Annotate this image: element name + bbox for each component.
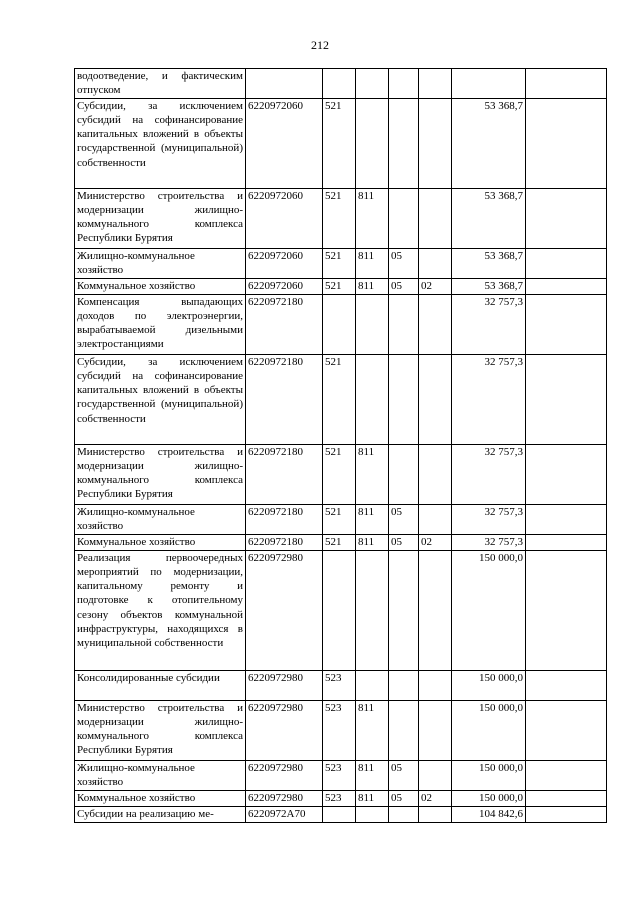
row-name: Консолидированные субсидии (75, 670, 246, 700)
row-administrator: 811 (356, 534, 389, 550)
row-administrator: 811 (356, 504, 389, 534)
row-subsection (419, 294, 452, 354)
row-section (389, 670, 419, 700)
row-empty-cell (526, 790, 607, 806)
row-empty-cell (526, 670, 607, 700)
row-sum: 32 757,3 (452, 534, 526, 550)
row-administrator (356, 98, 389, 188)
row-sum: 32 757,3 (452, 294, 526, 354)
table-row (75, 806, 607, 822)
row-name: Жилищно-коммунальное хозяйство (75, 504, 246, 534)
row-sum: 104 842,6 (452, 806, 526, 822)
row-expense-type (323, 294, 356, 354)
row-subsection (419, 760, 452, 790)
row-expense-type: 523 (323, 700, 356, 760)
row-section: 05 (389, 504, 419, 534)
row-target-article: 6220972180 (246, 354, 323, 444)
row-name: Коммунальное хозяйство (75, 534, 246, 550)
row-administrator (356, 69, 389, 99)
row-name: Министерство строительства и модернизации жилищно-коммунального комплекса Республики Бурятия (75, 700, 246, 760)
row-administrator: 811 (356, 760, 389, 790)
row-empty-cell (526, 550, 607, 670)
row-section (389, 69, 419, 99)
row-empty-cell (526, 760, 607, 790)
row-sum: 53 368,7 (452, 248, 526, 278)
row-administrator (356, 670, 389, 700)
row-empty-cell (526, 248, 607, 278)
row-expense-type: 523 (323, 670, 356, 700)
row-empty-cell (526, 534, 607, 550)
row-administrator: 811 (356, 700, 389, 760)
row-subsection (419, 444, 452, 504)
row-name: Министерство строительства и модернизации жилищно-коммунального комплекса Республики Бурятия (75, 444, 246, 504)
row-sum (452, 69, 526, 99)
row-sum: 150 000,0 (452, 670, 526, 700)
row-section (389, 700, 419, 760)
page-number: 212 (311, 38, 329, 52)
table-row (75, 700, 607, 760)
row-target-article: 6220972980 (246, 700, 323, 760)
row-name: Субсидии, за исключением субсидий на софинансирование капитальных вложений в объекты государственной (муниципальной) собственности (75, 98, 246, 188)
row-expense-type: 521 (323, 188, 356, 248)
row-target-article: 6220972980 (246, 790, 323, 806)
row-section: 05 (389, 790, 419, 806)
row-section (389, 444, 419, 504)
row-empty-cell (526, 504, 607, 534)
row-subsection (419, 806, 452, 822)
table-row (75, 534, 607, 550)
row-expense-type: 521 (323, 534, 356, 550)
row-subsection (419, 248, 452, 278)
row-target-article: 6220972180 (246, 294, 323, 354)
row-target-article: 6220972060 (246, 188, 323, 248)
row-section (389, 550, 419, 670)
table-row (75, 760, 607, 790)
row-name: Компенсация выпадающих доходов по электроэнергии, вырабатываемой дизельными электростанциями (75, 294, 246, 354)
row-name: Жилищно-коммунальное хозяйство (75, 248, 246, 278)
row-empty-cell (526, 98, 607, 188)
row-target-article: 6220972060 (246, 278, 323, 294)
row-sum: 53 368,7 (452, 188, 526, 248)
row-empty-cell (526, 278, 607, 294)
row-administrator: 811 (356, 248, 389, 278)
row-subsection (419, 354, 452, 444)
row-sum: 150 000,0 (452, 760, 526, 790)
row-expense-type: 521 (323, 248, 356, 278)
row-section: 05 (389, 278, 419, 294)
row-section: 05 (389, 760, 419, 790)
row-target-article: 6220972060 (246, 248, 323, 278)
row-empty-cell (526, 354, 607, 444)
row-section: 05 (389, 534, 419, 550)
row-target-article: 6220972A70 (246, 806, 323, 822)
row-target-article: 6220972980 (246, 670, 323, 700)
row-expense-type: 521 (323, 354, 356, 444)
table-row (75, 504, 607, 534)
table-row (75, 69, 607, 99)
row-target-article: 6220972180 (246, 444, 323, 504)
row-subsection (419, 98, 452, 188)
row-subsection: 02 (419, 790, 452, 806)
table-row (75, 354, 607, 444)
row-administrator (356, 294, 389, 354)
row-empty-cell (526, 188, 607, 248)
row-expense-type: 521 (323, 444, 356, 504)
row-expense-type: 523 (323, 760, 356, 790)
row-target-article: 6220972060 (246, 98, 323, 188)
row-name: Субсидии на реализацию ме- (75, 806, 246, 822)
row-administrator: 811 (356, 444, 389, 504)
row-subsection (419, 670, 452, 700)
row-section: 05 (389, 248, 419, 278)
row-target-article: 6220972980 (246, 760, 323, 790)
row-name: Реализация первоочередных мероприятий по модернизации, капитальному ремонту и подготовке к отопительному сезону объектов коммунальной инфраструктуры, находящихся в муниципальной собственности (75, 550, 246, 670)
row-expense-type: 523 (323, 790, 356, 806)
table-row (75, 248, 607, 278)
row-name: Жилищно-коммунальное хозяйство (75, 760, 246, 790)
row-administrator (356, 806, 389, 822)
table-row (75, 188, 607, 248)
row-administrator (356, 354, 389, 444)
row-administrator: 811 (356, 278, 389, 294)
row-subsection (419, 69, 452, 99)
row-name: Субсидии, за исключением субсидий на софинансирование капитальных вложений в объекты государственной (муниципальной) собственности (75, 354, 246, 444)
row-target-article (246, 69, 323, 99)
row-empty-cell (526, 294, 607, 354)
table-row (75, 294, 607, 354)
row-expense-type: 521 (323, 98, 356, 188)
row-subsection (419, 188, 452, 248)
table-row (75, 670, 607, 700)
row-administrator: 811 (356, 790, 389, 806)
row-expense-type: 521 (323, 504, 356, 534)
row-sum: 150 000,0 (452, 550, 526, 670)
row-section (389, 354, 419, 444)
row-section (389, 98, 419, 188)
row-subsection (419, 700, 452, 760)
row-section (389, 188, 419, 248)
row-administrator (356, 550, 389, 670)
row-target-article: 6220972180 (246, 534, 323, 550)
row-name: Коммунальное хозяйство (75, 790, 246, 806)
row-name: водоотведение, и фактическим отпуском (75, 69, 246, 99)
row-expense-type (323, 69, 356, 99)
table-row (75, 444, 607, 504)
row-subsection (419, 550, 452, 670)
row-name: Министерство строительства и модернизации жилищно-коммунального комплекса Республики Бурятия (75, 188, 246, 248)
row-administrator: 811 (356, 188, 389, 248)
row-sum: 150 000,0 (452, 790, 526, 806)
budget-table (74, 68, 607, 823)
table-row (75, 278, 607, 294)
row-empty-cell (526, 69, 607, 99)
row-empty-cell (526, 700, 607, 760)
row-target-article: 6220972180 (246, 504, 323, 534)
row-sum: 53 368,7 (452, 278, 526, 294)
row-sum: 32 757,3 (452, 444, 526, 504)
row-sum: 32 757,3 (452, 504, 526, 534)
row-empty-cell (526, 444, 607, 504)
row-subsection (419, 504, 452, 534)
row-section (389, 294, 419, 354)
row-sum: 32 757,3 (452, 354, 526, 444)
row-expense-type (323, 806, 356, 822)
row-sum: 150 000,0 (452, 700, 526, 760)
row-empty-cell (526, 806, 607, 822)
row-target-article: 6220972980 (246, 550, 323, 670)
row-subsection: 02 (419, 278, 452, 294)
row-section (389, 806, 419, 822)
row-sum: 53 368,7 (452, 98, 526, 188)
row-expense-type (323, 550, 356, 670)
table-row (75, 790, 607, 806)
row-expense-type: 521 (323, 278, 356, 294)
table-row (75, 98, 607, 188)
table-row (75, 550, 607, 670)
row-subsection: 02 (419, 534, 452, 550)
row-name: Коммунальное хозяйство (75, 278, 246, 294)
